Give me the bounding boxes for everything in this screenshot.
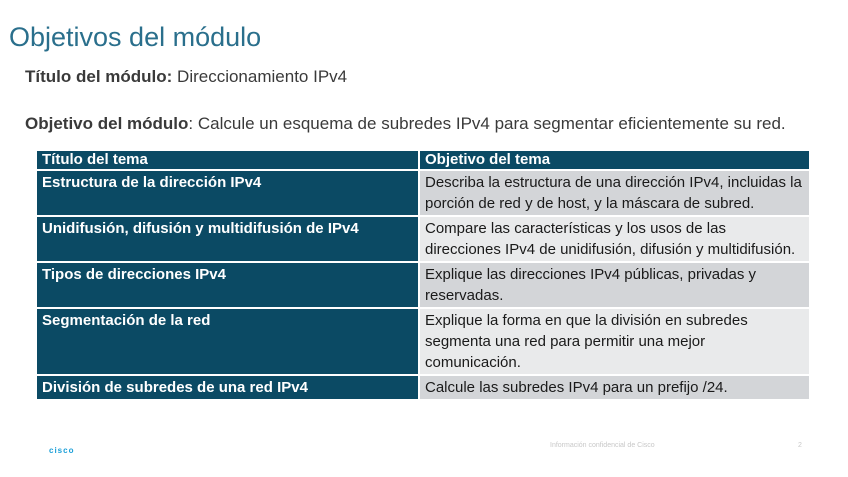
module-title	[25, 67, 347, 87]
table-row	[37, 308, 810, 375]
module-objective-value: : Calcule un esquema de subredes IPv4 para segmentar eficientemente su red.	[188, 114, 786, 133]
table-header-row	[37, 151, 810, 170]
objective-cell: Calcule las subredes IPv4 para un prefijo /24.	[419, 375, 810, 400]
module-objective-label: Objetivo del módulo	[25, 114, 189, 133]
topic-cell: Tipos de direcciones IPv4	[37, 262, 419, 308]
module-objective	[25, 113, 825, 135]
table-row	[37, 262, 810, 308]
column-header-objective: Objetivo del tema	[419, 151, 810, 170]
column-header-topic: Título del tema	[37, 151, 419, 170]
topic-cell: Estructura de la dirección IPv4	[37, 170, 419, 216]
confidential-notice: Información confidencial de Cisco	[550, 442, 655, 449]
table-row	[37, 216, 810, 262]
topic-cell: Segmentación de la red	[37, 308, 419, 375]
objective-cell: Explique la forma en que la división en subredes segmenta una red para permitir una mejor comunicación.	[419, 308, 810, 375]
topic-cell: Unidifusión, difusión y multidifusión de IPv4	[37, 216, 419, 262]
objective-cell: Compare las características y los usos de las direcciones IPv4 de unidifusión, difusión y multidifusión.	[419, 216, 810, 262]
topics-table	[37, 151, 811, 401]
topic-cell: División de subredes de una red IPv4	[37, 375, 419, 400]
table-row	[37, 170, 810, 216]
page-number: 2	[798, 442, 802, 449]
table-row	[37, 375, 810, 400]
page-title: Objetivos del módulo	[9, 22, 262, 52]
module-title-label: Título del módulo:	[25, 67, 173, 86]
objective-cell: Describa la estructura de una dirección IPv4, incluidas la porción de red y de host, y la máscara de subred.	[419, 170, 810, 216]
objective-cell: Explique las direcciones IPv4 públicas, privadas y reservadas.	[419, 262, 810, 308]
cisco-logo: cisco	[49, 446, 75, 455]
module-title-value: Direccionamiento IPv4	[172, 67, 348, 86]
